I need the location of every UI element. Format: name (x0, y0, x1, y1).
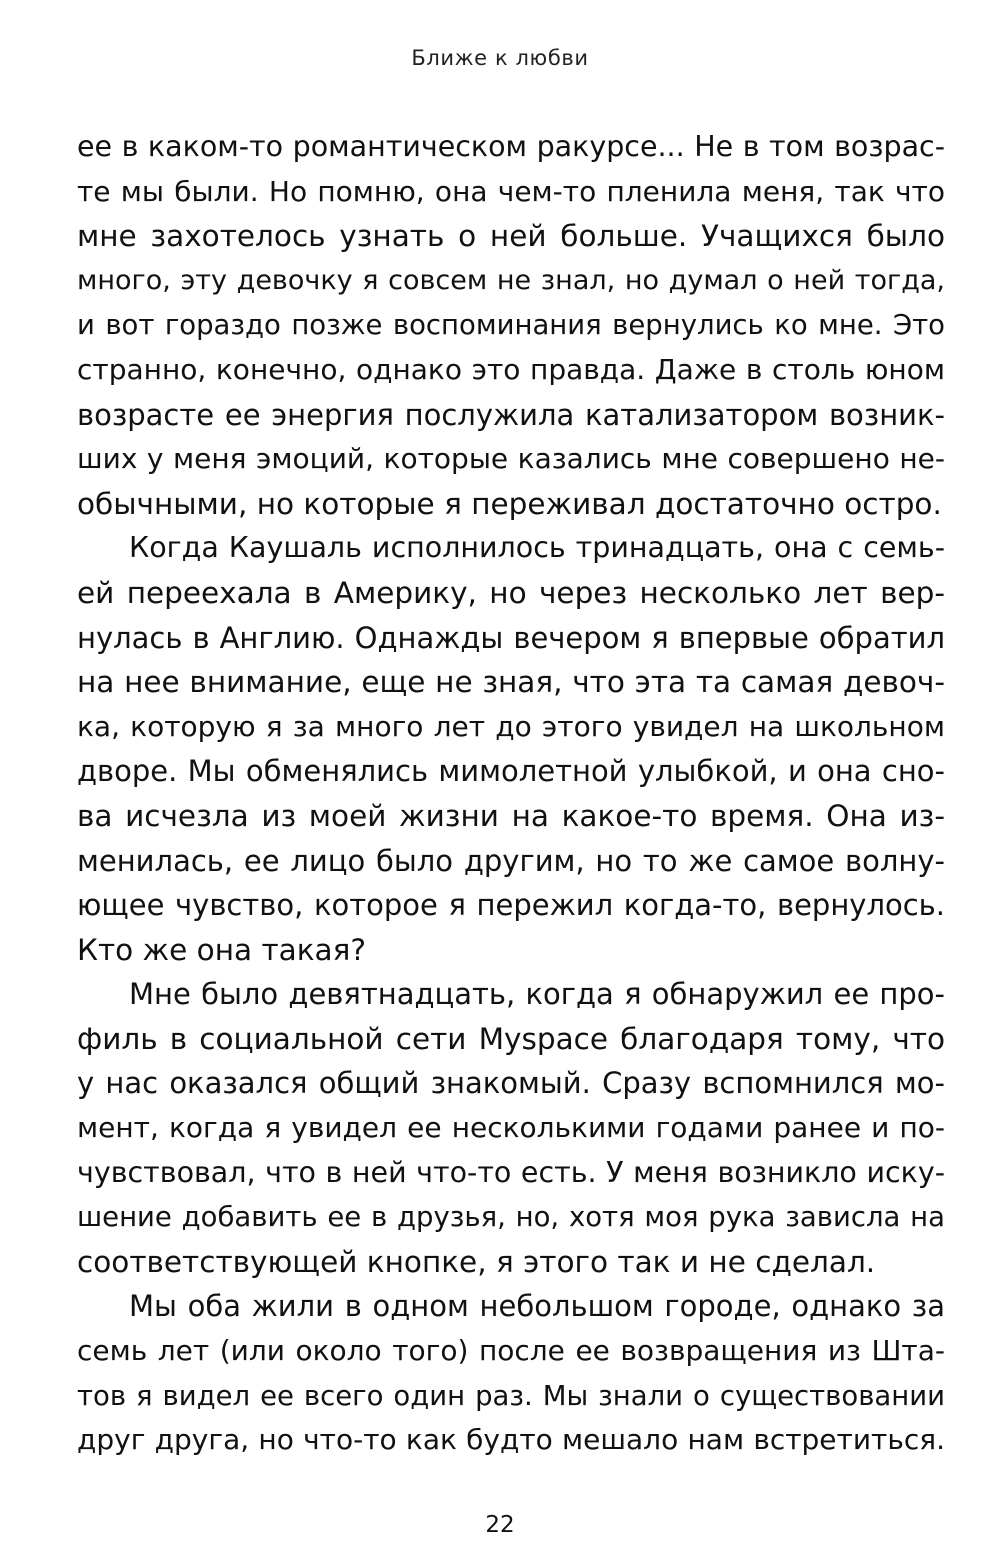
text-line: дворе. Мы обменялись мимолетной улыбкой, и она сно- (77, 754, 945, 789)
body-text (77, 125, 945, 1463)
text-line: чувствовал, что в ней что-то есть. У меня возникло иску- (77, 1155, 945, 1189)
text-line: ва исчезла из моей жизни на какое-то время. Она из- (77, 798, 945, 833)
text-line: у нас оказался общий знакомый. Сразу вспомнился мо- (77, 1066, 945, 1101)
text-line: друг друга, но что-то как будто мешало нам встретиться. (77, 1423, 945, 1457)
text-line: ших у меня эмоций, которые казались мне совершено не- (77, 442, 945, 476)
text-line: обычными, но которые я переживал достаточно остро. (77, 486, 942, 521)
text-line: семь лет (или около того) после ее возвращения из Шта- (77, 1334, 945, 1368)
text-line: ей переехала в Америку, но через несколько лет вер- (77, 575, 945, 610)
text-line: возрасте ее энергия послужила катализатором возник- (77, 397, 945, 432)
paragraph-1 (77, 125, 945, 526)
paragraph-3 (77, 972, 945, 1284)
text-line: и вот гораздо позже воспоминания вернулись ко мне. Это (77, 309, 945, 342)
paragraph-4 (77, 1284, 945, 1462)
text-line: Мне было девятнадцать, когда я обнаружил ее про- (129, 977, 945, 1012)
text-line: менилась, ее лицо было другим, но то же самое волну- (77, 843, 945, 878)
text-line: на нее внимание, еще не зная, что эта та самая девоч- (77, 665, 945, 700)
text-line: Мы оба жили в одном небольшом городе, однако за (129, 1289, 945, 1324)
page-number: 22 (485, 1512, 515, 1538)
paragraph-2 (77, 526, 945, 972)
text-line: филь в социальной сети Myspace благодаря тому, что (77, 1021, 945, 1056)
text-line: шение добавить ее в друзья, но, хотя моя рука зависла на (77, 1201, 945, 1234)
text-line: странно, конечно, однако это правда. Даже в столь юном (77, 352, 945, 386)
text-line: нулась в Англию. Однажды вечером я впервые обратил (77, 620, 945, 655)
running-header: Ближе к любви (411, 46, 589, 70)
text-line: мент, когда я увидел ее несколькими годами ранее и по- (77, 1111, 945, 1145)
text-line: ее в каком-то романтическом ракурсе... Не в том возрас- (77, 130, 945, 163)
text-line: соответствующей кнопке, я этого так и не сделал. (77, 1244, 876, 1279)
text-line: ющее чувство, которое я пережил когда-то, вернулось. (77, 888, 945, 923)
text-line: ка, которую я за много лет до этого увидел на школьном (77, 709, 945, 743)
text-line: Когда Каушаль исполнилось тринадцать, она с семь- (129, 531, 945, 565)
text-line: тов я видел ее всего один раз. Мы знали о существовании (77, 1379, 945, 1412)
text-line: Кто же она такая? (77, 932, 367, 967)
text-line: мне захотелось узнать о ней больше. Учащихся было (77, 219, 945, 254)
text-line: те мы были. Но помню, она чем-то пленила меня, так что (77, 174, 945, 208)
text-line: много, эту девочку я совсем не знал, но думал о ней тогда, (77, 264, 945, 296)
